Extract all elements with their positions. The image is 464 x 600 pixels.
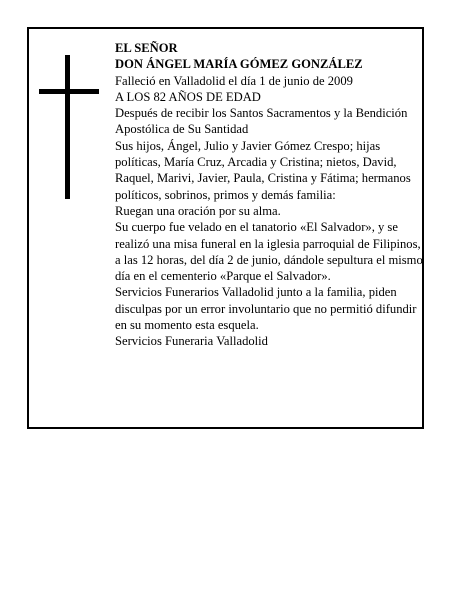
death-details: Falleció en Valladolid el día 1 de junio de 2009 (115, 73, 353, 88)
age-line: A LOS 82 AÑOS DE EDAD (115, 89, 261, 104)
obituary-notice (27, 27, 424, 429)
deceased-name: DON ÁNGEL MARÍA GÓMEZ GONZÁLEZ (115, 57, 363, 72)
family-paragraph: Sus hijos, Ángel, Julio y Javier Gómez Crespo; hijas políticas, María Cruz, Arcadia y Cristina; nietos, David, Raquel, Marivi, Javier, Paula, Cristina y Fátima; hermanos políticos, sobrinos, primos y demás familia: (115, 138, 411, 202)
cross-vertical-bar (65, 55, 70, 199)
prayer-line: Ruegan una oración por su alma. (115, 203, 281, 218)
notice-title: EL SEÑOR (115, 41, 178, 55)
apology-paragraph: Servicios Funerarios Valladolid junto a la familia, piden disculpas por un error involuntario que no permitió difundir en su momento esta esquela. (115, 285, 417, 333)
notice-text-block (115, 40, 425, 350)
signature-line: Servicios Funeraria Valladolid (115, 334, 268, 349)
latin-cross-icon (39, 55, 99, 199)
funeral-paragraph: Su cuerpo fue velado en el tanatorio «El Salvador», y se realizó una misa funeral en la iglesia parroquial de Filipinos, a las 12 horas, del día 2 de junio, dándole sepultura el mismo día en el cementerio «Parque el Salvador». (115, 220, 423, 284)
cross-horizontal-bar (39, 89, 99, 94)
sacraments-paragraph: Después de recibir los Santos Sacramentos y la Bendición Apostólica de Su Santidad (115, 106, 408, 137)
